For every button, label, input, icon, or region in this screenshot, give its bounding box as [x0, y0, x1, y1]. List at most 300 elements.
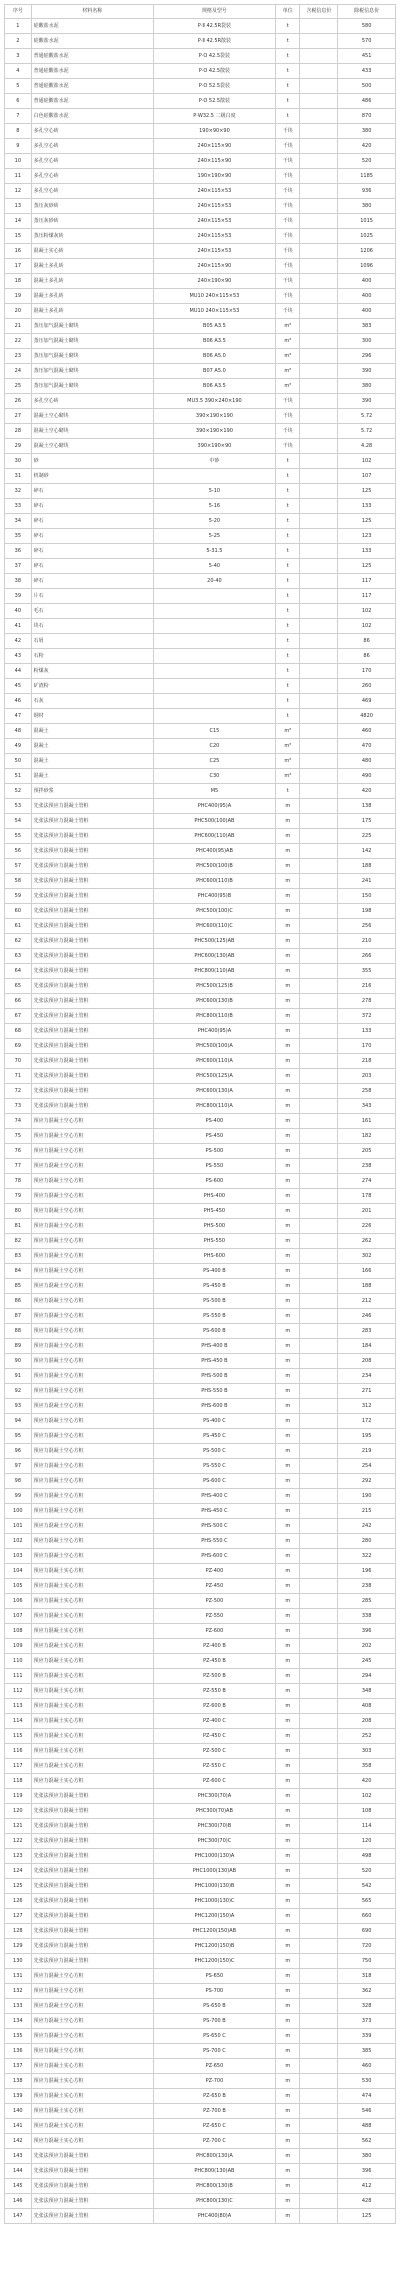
table-cell: PZ-400 B — [153, 1639, 275, 1654]
table-cell: m — [276, 2209, 300, 2224]
column-header: 规格及型号 — [153, 5, 275, 19]
table-cell — [300, 469, 338, 484]
table-cell — [300, 964, 338, 979]
table-cell — [300, 559, 338, 574]
table-cell: m — [276, 2194, 300, 2209]
table-cell: 280 — [338, 1534, 396, 1549]
table-cell: m — [276, 1339, 300, 1354]
table-cell — [300, 919, 338, 934]
table-cell — [300, 1654, 338, 1669]
table-row — [5, 1924, 396, 1939]
table-row — [5, 2044, 396, 2059]
table-cell: m — [276, 1009, 300, 1024]
table-cell: m — [276, 1954, 300, 1969]
table-row — [5, 1444, 396, 1459]
table-cell: 预应力混凝土空心方桩 — [31, 2029, 153, 2044]
table-cell: m — [276, 1969, 300, 1984]
table-cell: PS-400 C — [153, 1414, 275, 1429]
table-cell: 28 — [5, 424, 32, 439]
table-cell: 190×90×90 — [153, 124, 275, 139]
table-cell: m — [276, 1444, 300, 1459]
table-cell: 37 — [5, 559, 32, 574]
table-row — [5, 1609, 396, 1624]
table-cell — [300, 679, 338, 694]
table-cell: m — [276, 1429, 300, 1444]
table-cell: m — [276, 1309, 300, 1324]
table-cell — [300, 1684, 338, 1699]
table-cell: 4820 — [338, 709, 396, 724]
table-cell: 4.28 — [338, 439, 396, 454]
table-cell: 预应力混凝土实心方桩 — [31, 1594, 153, 1609]
table-cell — [300, 889, 338, 904]
table-row — [5, 79, 396, 94]
table-cell — [300, 1714, 338, 1729]
table-cell: C25 — [153, 754, 275, 769]
table-cell: 5 — [5, 79, 32, 94]
table-cell: m — [276, 1684, 300, 1699]
table-cell — [300, 1189, 338, 1204]
table-cell: 355 — [338, 964, 396, 979]
table-cell: 215 — [338, 1504, 396, 1519]
table-cell: 141 — [5, 2119, 32, 2134]
table-row — [5, 1204, 396, 1219]
table-cell: 预应力混凝土实心方桩 — [31, 1639, 153, 1654]
table-row — [5, 859, 396, 874]
table-cell: 256 — [338, 919, 396, 934]
table-cell: 262 — [338, 1234, 396, 1249]
table-cell — [300, 1924, 338, 1939]
table-cell: 127 — [5, 1909, 32, 1924]
table-cell: P·O 42.5袋装 — [153, 49, 275, 64]
table-cell: 182 — [338, 1129, 396, 1144]
table-cell: 先张法预应力混凝土管桩 — [31, 844, 153, 859]
table-cell: 225 — [338, 829, 396, 844]
table-cell: 67 — [5, 1009, 32, 1024]
table-cell: PS-550 B — [153, 1309, 275, 1324]
table-cell: 5-16 — [153, 499, 275, 514]
table-cell: 138 — [5, 2074, 32, 2089]
table-cell: 预应力混凝土实心方桩 — [31, 1744, 153, 1759]
table-cell: 30 — [5, 454, 32, 469]
table-cell: 千块 — [276, 139, 300, 154]
table-cell — [300, 439, 338, 454]
table-cell — [300, 1609, 338, 1624]
table-row — [5, 184, 396, 199]
table-cell: 混凝土多孔砖 — [31, 289, 153, 304]
table-cell: 8 — [5, 124, 32, 139]
table-row — [5, 484, 396, 499]
table-cell: m — [276, 1864, 300, 1879]
table-cell: 5-20 — [153, 514, 275, 529]
table-row — [5, 769, 396, 784]
table-cell: 451 — [338, 49, 396, 64]
table-cell: 135 — [5, 2029, 32, 2044]
table-cell: 预应力混凝土实心方桩 — [31, 1669, 153, 1684]
table-cell: t — [276, 619, 300, 634]
table-row — [5, 2164, 396, 2179]
table-row — [5, 424, 396, 439]
table-cell: 先张法预应力混凝土管桩 — [31, 829, 153, 844]
table-cell: m — [276, 1654, 300, 1669]
table-cell — [300, 784, 338, 799]
table-row — [5, 1834, 396, 1849]
table-cell: m — [276, 1324, 300, 1339]
table-cell: 蒸压灰砂砖 — [31, 214, 153, 229]
table-cell: 先张法预应力混凝土管桩 — [31, 1849, 153, 1864]
table-cell: 先张法预应力混凝土管桩 — [31, 1084, 153, 1099]
table-row — [5, 1744, 396, 1759]
table-cell: 20-40 — [153, 574, 275, 589]
table-cell: 108 — [5, 1624, 32, 1639]
table-row — [5, 124, 396, 139]
table-cell: PHS-400 B — [153, 1339, 275, 1354]
table-cell: 先张法预应力混凝土管桩 — [31, 1864, 153, 1879]
column-header: 除税信息价 — [338, 5, 396, 19]
table-cell: 144 — [5, 2164, 32, 2179]
table-cell: m — [276, 1189, 300, 1204]
table-cell: PZ-400 C — [153, 1714, 275, 1729]
table-cell — [300, 844, 338, 859]
table-cell — [300, 379, 338, 394]
table-row — [5, 544, 396, 559]
table-cell: m³ — [276, 754, 300, 769]
table-cell: 预应力混凝土空心方桩 — [31, 1369, 153, 1384]
table-cell — [300, 1534, 338, 1549]
table-cell: 5.72 — [338, 409, 396, 424]
table-cell: 125 — [338, 514, 396, 529]
table-cell: 139 — [5, 2089, 32, 2104]
table-row — [5, 289, 396, 304]
table-row — [5, 469, 396, 484]
table-cell: 202 — [338, 1639, 396, 1654]
table-cell: 千块 — [276, 229, 300, 244]
table-cell: 98 — [5, 1474, 32, 1489]
table-cell: m — [276, 1924, 300, 1939]
table-cell: 蒸压加气混凝土砌块 — [31, 349, 153, 364]
table-cell: 400 — [338, 304, 396, 319]
table-cell: 预应力混凝土空心方桩 — [31, 1414, 153, 1429]
table-cell: 124 — [5, 1864, 32, 1879]
table-cell: 240×115×53 — [153, 229, 275, 244]
table-cell: 210 — [338, 934, 396, 949]
table-cell — [300, 634, 338, 649]
table-cell: 338 — [338, 1609, 396, 1624]
table-cell: 178 — [338, 1189, 396, 1204]
table-cell: 294 — [338, 1669, 396, 1684]
table-cell: m — [276, 1849, 300, 1864]
table-cell: 预应力混凝土空心方桩 — [31, 1429, 153, 1444]
table-cell: PZ-400 — [153, 1564, 275, 1579]
table-cell: m — [276, 1939, 300, 1954]
table-cell: PS-450 — [153, 1129, 275, 1144]
table-cell: PZ-500 — [153, 1594, 275, 1609]
table-cell: 190×190×90 — [153, 169, 275, 184]
table-cell: m — [276, 1669, 300, 1684]
table-cell: 188 — [338, 1279, 396, 1294]
table-cell: 184 — [338, 1339, 396, 1354]
table-cell: 14 — [5, 214, 32, 229]
table-cell: 240×115×53 — [153, 244, 275, 259]
table-cell: 42 — [5, 634, 32, 649]
table-cell: PHC500(100)AB — [153, 814, 275, 829]
table-cell: 矿渣粉 — [31, 679, 153, 694]
table-row — [5, 874, 396, 889]
table-cell — [300, 19, 338, 34]
table-cell: 29 — [5, 439, 32, 454]
table-row — [5, 1099, 396, 1114]
table-cell: 114 — [5, 1714, 32, 1729]
table-cell: 预应力混凝土实心方桩 — [31, 2104, 153, 2119]
table-cell: 73 — [5, 1099, 32, 1114]
table-cell — [300, 829, 338, 844]
table-cell: 预应力混凝土实心方桩 — [31, 1774, 153, 1789]
table-cell: 普通硅酸盐水泥 — [31, 79, 153, 94]
table-cell: PS-650 — [153, 1969, 275, 1984]
table-cell: 预应力混凝土空心方桩 — [31, 1159, 153, 1174]
table-cell: 先张法预应力混凝土管桩 — [31, 874, 153, 889]
table-cell — [300, 274, 338, 289]
table-cell: 千块 — [276, 304, 300, 319]
table-cell: 245 — [338, 1654, 396, 1669]
table-row — [5, 1219, 396, 1234]
table-row — [5, 1189, 396, 1204]
table-cell: t — [276, 34, 300, 49]
table-cell: 60 — [5, 904, 32, 919]
table-cell: m — [276, 1474, 300, 1489]
table-cell: PS-600 — [153, 1174, 275, 1189]
table-cell: PS-500 C — [153, 1444, 275, 1459]
table-cell — [300, 1999, 338, 2014]
table-cell: 433 — [338, 64, 396, 79]
table-cell: 143 — [5, 2149, 32, 2164]
table-row — [5, 1819, 396, 1834]
table-row — [5, 1774, 396, 1789]
table-cell — [300, 2164, 338, 2179]
table-cell: PHC600(110)A — [153, 1054, 275, 1069]
table-cell: 23 — [5, 349, 32, 364]
table-cell: PS-400 — [153, 1114, 275, 1129]
table-cell: 多孔空心砖 — [31, 169, 153, 184]
table-cell: 226 — [338, 1219, 396, 1234]
table-row — [5, 2074, 396, 2089]
table-cell: 123 — [5, 1849, 32, 1864]
table-cell: PHC400(80)A — [153, 2209, 275, 2224]
table-row — [5, 1534, 396, 1549]
table-row — [5, 154, 396, 169]
table-cell: 201 — [338, 1204, 396, 1219]
table-row — [5, 1519, 396, 1534]
table-cell: 35 — [5, 529, 32, 544]
table-row — [5, 169, 396, 184]
table-cell: B05 A3.5 — [153, 319, 275, 334]
table-cell: 蒸压灰砂砖 — [31, 199, 153, 214]
table-cell: 5-31.5 — [153, 544, 275, 559]
table-row — [5, 754, 396, 769]
table-cell — [300, 79, 338, 94]
table-cell: 5-25 — [153, 529, 275, 544]
table-cell: m — [276, 1369, 300, 1384]
table-cell — [300, 1444, 338, 1459]
table-cell — [300, 874, 338, 889]
table-cell — [300, 1324, 338, 1339]
table-cell: 碎石 — [31, 499, 153, 514]
table-cell: PHC1200(150)C — [153, 1954, 275, 1969]
table-cell: 27 — [5, 409, 32, 424]
table-cell: m — [276, 1129, 300, 1144]
table-row — [5, 1804, 396, 1819]
table-row — [5, 349, 396, 364]
table-row — [5, 829, 396, 844]
table-cell: 68 — [5, 1024, 32, 1039]
table-cell: 302 — [338, 1249, 396, 1264]
table-cell: PHC600(130)AB — [153, 949, 275, 964]
table-cell: 562 — [338, 2134, 396, 2149]
table-cell: 258 — [338, 1084, 396, 1099]
table-row — [5, 1174, 396, 1189]
table-cell: 预应力混凝土实心方桩 — [31, 1579, 153, 1594]
table-cell: 12 — [5, 184, 32, 199]
table-row — [5, 1249, 396, 1264]
table-cell: 混凝土多孔砖 — [31, 259, 153, 274]
table-row — [5, 964, 396, 979]
table-cell: 预应力混凝土空心方桩 — [31, 1984, 153, 1999]
table-cell: 先张法预应力混凝土管桩 — [31, 1069, 153, 1084]
table-cell: PS-500 — [153, 1144, 275, 1159]
table-cell: 硅酸盐水泥 — [31, 19, 153, 34]
table-cell: 先张法预应力混凝土管桩 — [31, 1954, 153, 1969]
table-cell: m — [276, 1519, 300, 1534]
table-cell: 283 — [338, 1324, 396, 1339]
table-cell — [153, 604, 275, 619]
table-cell — [300, 949, 338, 964]
table-cell: 205 — [338, 1144, 396, 1159]
table-cell: 预应力混凝土空心方桩 — [31, 1339, 153, 1354]
table-cell: m³ — [276, 724, 300, 739]
table-cell: m — [276, 1039, 300, 1054]
table-cell: 133 — [338, 544, 396, 559]
table-cell: m — [276, 1609, 300, 1624]
table-cell — [300, 1549, 338, 1564]
table-row — [5, 1684, 396, 1699]
table-cell: PHS-600 B — [153, 1399, 275, 1414]
table-cell: 114 — [338, 1819, 396, 1834]
table-cell — [300, 289, 338, 304]
table-cell: m — [276, 1489, 300, 1504]
column-header: 单位 — [276, 5, 300, 19]
table-cell: m — [276, 1699, 300, 1714]
table-cell — [300, 1429, 338, 1444]
table-cell: 240×115×53 — [153, 184, 275, 199]
table-cell: m — [276, 1729, 300, 1744]
table-cell: m³ — [276, 364, 300, 379]
table-row — [5, 1564, 396, 1579]
table-cell: m — [276, 1114, 300, 1129]
table-cell: 先张法预应力混凝土管桩 — [31, 964, 153, 979]
table-cell: PHC500(125)A — [153, 1069, 275, 1084]
table-cell: 108 — [338, 1804, 396, 1819]
table-cell — [300, 754, 338, 769]
table-cell: 348 — [338, 1684, 396, 1699]
table-cell: 102 — [5, 1534, 32, 1549]
table-cell: m³ — [276, 379, 300, 394]
table-cell: 先张法预应力混凝土管桩 — [31, 799, 153, 814]
table-cell: 预应力混凝土空心方桩 — [31, 1489, 153, 1504]
table-cell: PHS-450 — [153, 1204, 275, 1219]
table-row — [5, 1114, 396, 1129]
table-cell: 先张法预应力混凝土管桩 — [31, 814, 153, 829]
table-cell: 31 — [5, 469, 32, 484]
table-cell: 111 — [5, 1669, 32, 1684]
table-row — [5, 1024, 396, 1039]
table-cell: 53 — [5, 799, 32, 814]
table-cell: PHC600(110)C — [153, 919, 275, 934]
table-cell: 172 — [338, 1414, 396, 1429]
table-row — [5, 2209, 396, 2224]
table-cell: 21 — [5, 319, 32, 334]
table-row — [5, 619, 396, 634]
table-cell: m — [276, 1234, 300, 1249]
table-cell: B06 A3.5 — [153, 334, 275, 349]
table-cell: t — [276, 694, 300, 709]
table-cell: 530 — [338, 2074, 396, 2089]
table-row — [5, 1279, 396, 1294]
table-cell: m — [276, 919, 300, 934]
table-row — [5, 1069, 396, 1084]
table-cell: 195 — [338, 1429, 396, 1444]
table-row — [5, 2029, 396, 2044]
table-cell: 34 — [5, 514, 32, 529]
table-cell: 24 — [5, 364, 32, 379]
table-cell: 预应力混凝土实心方桩 — [31, 1684, 153, 1699]
table-cell: m — [276, 1384, 300, 1399]
table-cell: 99 — [5, 1489, 32, 1504]
table-cell: 7 — [5, 109, 32, 124]
table-cell: 5-40 — [153, 559, 275, 574]
table-cell: 145 — [5, 2179, 32, 2194]
table-row — [5, 274, 396, 289]
table-cell: t — [276, 559, 300, 574]
table-cell: 396 — [338, 1624, 396, 1639]
table-row — [5, 604, 396, 619]
table-cell: 110 — [5, 1654, 32, 1669]
table-cell — [300, 1459, 338, 1474]
table-cell: 9 — [5, 139, 32, 154]
table-cell: 混凝土空心砌块 — [31, 439, 153, 454]
table-cell: 136 — [5, 2044, 32, 2059]
table-row — [5, 109, 396, 124]
table-cell: 白色硅酸盐水泥 — [31, 109, 153, 124]
table-cell: t — [276, 664, 300, 679]
table-row — [5, 1324, 396, 1339]
table-cell — [300, 904, 338, 919]
table-cell: m — [276, 1504, 300, 1519]
table-cell — [300, 409, 338, 424]
table-cell — [300, 1504, 338, 1519]
table-cell: 先张法预应力混凝土管桩 — [31, 2209, 153, 2224]
table-cell: 先张法预应力混凝土管桩 — [31, 1039, 153, 1054]
table-row — [5, 799, 396, 814]
table-cell — [300, 1789, 338, 1804]
table-cell: 混凝土多孔砖 — [31, 304, 153, 319]
table-cell: PHC500(125)B — [153, 979, 275, 994]
table-cell: PHC1200(150)A — [153, 1909, 275, 1924]
table-cell: 107 — [5, 1609, 32, 1624]
table-cell: PHC400(95)B — [153, 889, 275, 904]
table-cell: 56 — [5, 844, 32, 859]
table-row — [5, 229, 396, 244]
table-cell — [300, 514, 338, 529]
table-cell: 690 — [338, 1924, 396, 1939]
